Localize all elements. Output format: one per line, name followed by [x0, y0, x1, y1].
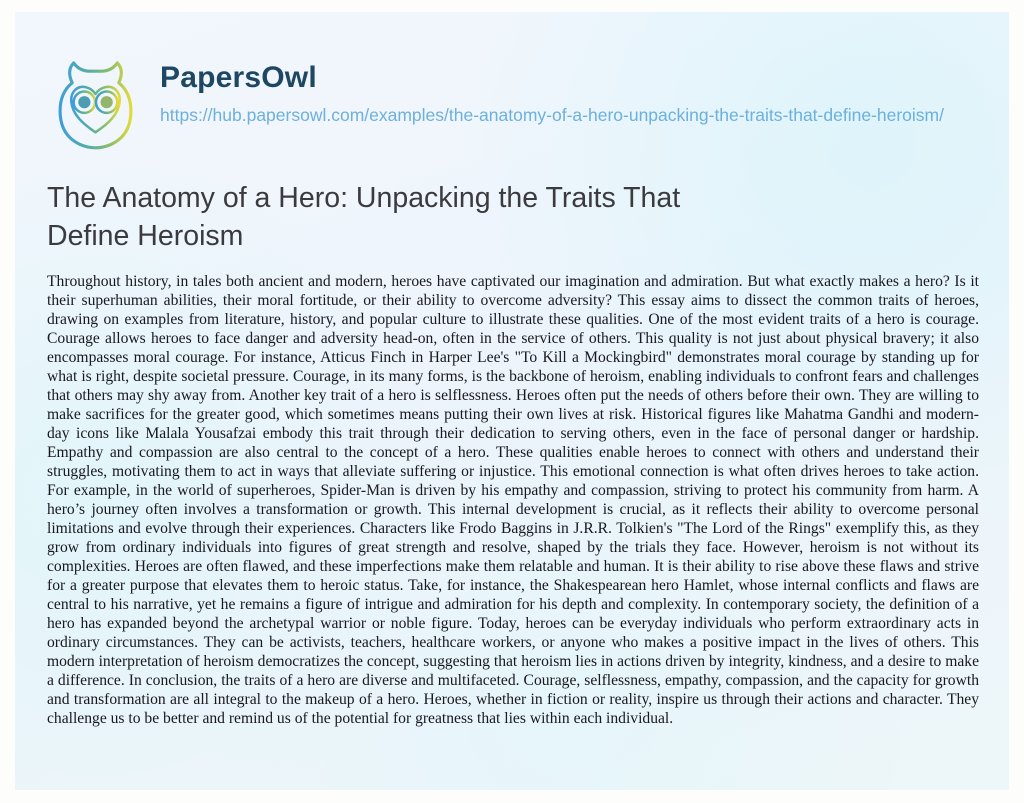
document-panel — [15, 12, 1009, 790]
site-header — [47, 56, 979, 162]
papersowl-logo[interactable] — [47, 56, 144, 162]
brand-block — [160, 61, 944, 127]
article-url-link[interactable]: https://hub.papersowl.com/examples/the-anatomy-of-a-hero-unpacking-the-traits-that-define-heroism/ — [160, 105, 944, 125]
document-content — [47, 56, 979, 728]
article-body: Throughout history, in tales both ancient and modern, heroes have captivated our imagination and admiration. But what exactly makes a hero? Is it their superhuman abilities, their moral fortitude, or their ability to overcome adversity? This essay aims to dissect the common traits of heroes, drawing on examples from literature, history, and popular culture to illustrate these qualities. One of the most evident traits of a hero is courage. Courage allows heroes to face danger and adversity head-on, often in the service of others. This quality is not just about physical bravery; it also encompasses moral courage. For instance, Atticus Finch in Harper Lee's "To Kill a Mockingbird" demonstrates moral courage by standing up for what is right, despite societal pressure. Courage, in its many forms, is the backbone of heroism, enabling individuals to confront fears and challenges that others may shy away from. Another key trait of a hero is selflessness. Heroes often put the needs of others before their own. They are willing to make sacrifices for the greater good, which sometimes means putting their own lives at risk. Historical figures like Mahatma Gandhi and modern-day icons like Malala Yousafzai embody this trait through their dedication to serving others, even in the face of personal danger or hardship. Empathy and compassion are also central to the concept of a hero. These qualities enable heroes to connect with others and understand their struggles, motivating them to act in ways that alleviate suffering or injustice. This emotional connection is what often drives heroes to take action. For example, in the world of superheroes, Spider-Man is driven by his empathy and compassion, striving to protect his community from harm. A hero’s journey often involves a transformation or growth. This internal development is crucial, as it reflects their ability to overcome personal limitations and evolve through their experiences. Characters like Frodo Baggins in J.R.R. Tolkien's "The Lord of the Rings" exemplify this, as they grow from ordinary individuals into figures of great strength and resolve, shaped by the trials they face. However, heroism is not without its complexities. Heroes are often flawed, and these imperfections make them relatable and human. It is their ability to rise above these flaws and strive for a greater purpose that elevates them to heroic status. Take, for instance, the Shakespearean hero Hamlet, whose internal conflicts and flaws are central to his narrative, yet he remains a figure of intrigue and admiration for his depth and complexity. In contemporary society, the definition of a hero has expanded beyond the archetypal warrior or noble figure. Today, heroes can be everyday individuals who perform extraordinary acts in ordinary circumstances. They can be activists, teachers, healthcare workers, or anyone who makes a positive impact in the lives of others. This modern interpretation of heroism democratizes the concept, suggesting that heroism lies in actions driven by integrity, kindness, and a desire to make a difference. In conclusion, the traits of a hero are diverse and multifaceted. Courage, selflessness, empathy, compassion, and the capacity for growth and transformation are all integral to the makeup of a hero. Heroes, whether in fiction or reality, inspire us through their actions and character. They challenge us to be better and remind us of the potential for greatness that lies within each individual. — [47, 273, 979, 727]
owl-icon — [47, 56, 144, 162]
article-title: The Anatomy of a Hero: Unpacking the Traits That Define Heroism — [47, 182, 681, 252]
brand-name: PapersOwl — [160, 61, 317, 94]
